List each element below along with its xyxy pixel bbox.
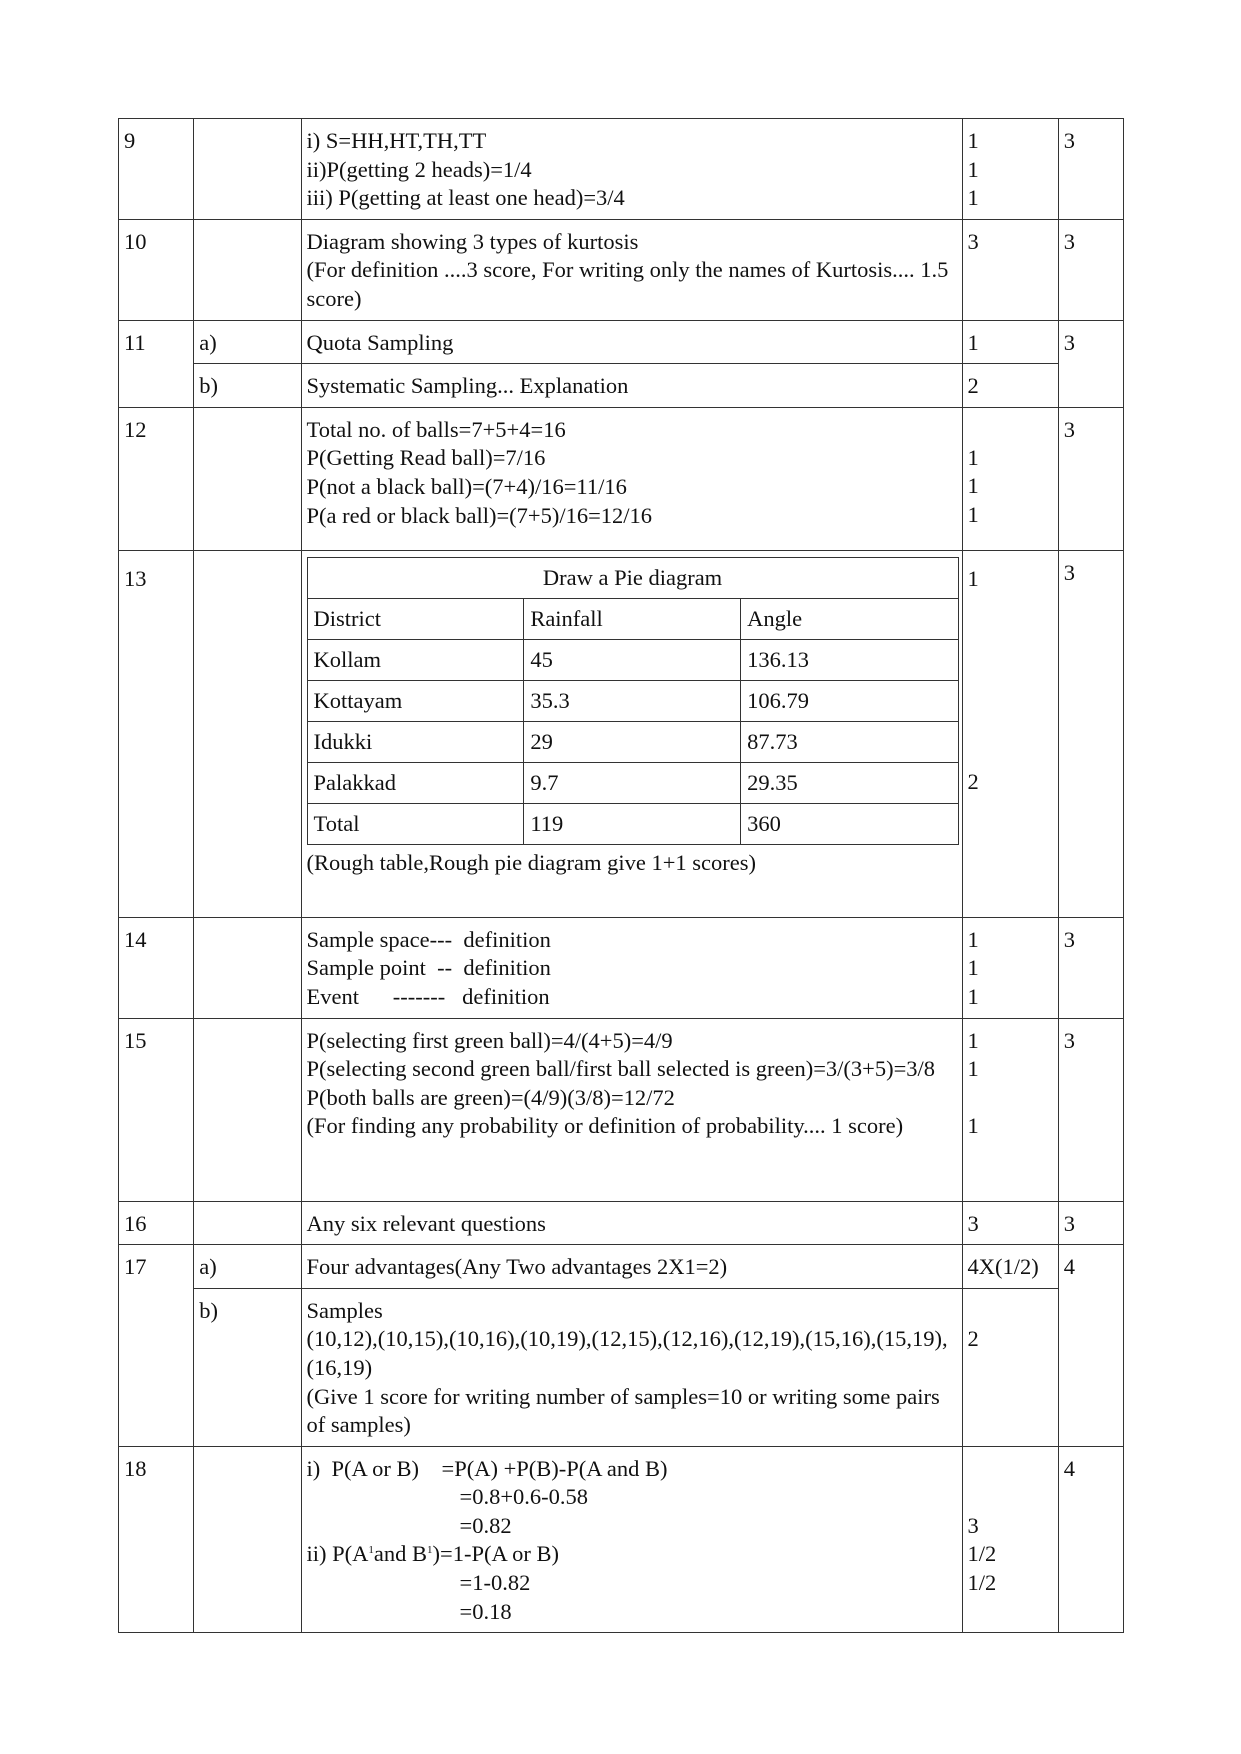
total-score: 3 xyxy=(1058,119,1123,220)
answer-cell: Diagram showing 3 types of kurtosis (For definition ....3 score, For writing only the names of Kurtosis.... 1.5 score) xyxy=(301,219,962,320)
district-cell: Kollam xyxy=(307,639,524,680)
marks-cell: 1 2 xyxy=(962,550,1058,917)
table-row xyxy=(119,320,1124,364)
answer-cell: i) P(A or B) =P(A) +P(B)-P(A and B) =0.8+0.6-0.58 =0.82 ii) $P(A^1and$ $B^1)=1-P(A$ or B) =1-0.82 =0.18 xyxy=(301,1446,962,1633)
marks-cell: 2 xyxy=(962,364,1058,408)
table-row xyxy=(119,1018,1124,1201)
sub-part xyxy=(194,1018,301,1201)
marks-cell: 1 1 1 xyxy=(962,407,1058,550)
total-score: 4 xyxy=(1058,1245,1123,1447)
rainfall-cell: 9.7 xyxy=(524,762,741,803)
table-row xyxy=(307,598,958,639)
table-row xyxy=(119,1446,1124,1633)
sub-part: b) xyxy=(194,364,301,408)
table-row xyxy=(307,721,958,762)
question-number: 10 xyxy=(119,219,194,320)
question-number: 9 xyxy=(119,119,194,220)
answer-cell: Systematic Sampling... Explanation xyxy=(301,364,962,408)
sub-part xyxy=(194,407,301,550)
angle-cell: 87.73 xyxy=(741,721,958,762)
marks-cell: 1 xyxy=(962,320,1058,364)
pie-note: (Rough table,Rough pie diagram give 1+1 scores) xyxy=(306,849,756,875)
answer-cell xyxy=(301,550,962,917)
table-row xyxy=(119,119,1124,220)
table-row xyxy=(119,550,1124,917)
sub-part xyxy=(194,1446,301,1633)
question-number: 15 xyxy=(119,1018,194,1201)
question-number: 12 xyxy=(119,407,194,550)
answer-cell: Quota Sampling xyxy=(301,320,962,364)
table-row xyxy=(307,680,958,721)
sub-part xyxy=(194,550,301,917)
answer-cell: Sample space--- definition Sample point -- definition Event ------- definition xyxy=(301,917,962,1018)
column-header: Rainfall xyxy=(524,598,741,639)
marks-cell: 2 xyxy=(962,1288,1058,1446)
angle-cell: 136.13 xyxy=(741,639,958,680)
total-score: 3 xyxy=(1058,1201,1123,1245)
total-score: 4 xyxy=(1058,1446,1123,1633)
table-row xyxy=(307,639,958,680)
column-header: District xyxy=(307,598,524,639)
marks-cell: 1 1 1 xyxy=(962,1018,1058,1201)
total-score: 3 xyxy=(1058,1018,1123,1201)
table-row xyxy=(119,917,1124,1018)
marks-cell: 3 xyxy=(962,219,1058,320)
angle-cell: 29.35 xyxy=(741,762,958,803)
district-cell: Idukki xyxy=(307,721,524,762)
total-score: 3 xyxy=(1058,407,1123,550)
column-header: Angle xyxy=(741,598,958,639)
sub-part: a) xyxy=(194,320,301,364)
sub-part xyxy=(194,1201,301,1245)
district-cell: Total xyxy=(307,803,524,844)
sub-part: a) xyxy=(194,1245,301,1289)
table-row xyxy=(307,762,958,803)
table-row xyxy=(119,219,1124,320)
answer-cell: i) S=HH,HT,TH,TT ii)P(getting 2 heads)=1/4 iii) P(getting at least one head)=3/4 xyxy=(301,119,962,220)
answer-key-table xyxy=(118,118,1124,1633)
answer-cell: Any six relevant questions xyxy=(301,1201,962,1245)
rainfall-cell: 45 xyxy=(524,639,741,680)
pie-data-table xyxy=(307,557,959,845)
answer-cell: Samples (10,12),(10,15),(10,16),(10,19),(12,15),(12,16),(12,19),(15,16),(15,19),(16,19) (Give 1 score for writing number of samples=10 or writing some pairs of samples) xyxy=(301,1288,962,1446)
marks-cell: 1 1 1 xyxy=(962,119,1058,220)
rainfall-cell: 119 xyxy=(524,803,741,844)
total-score: 3 xyxy=(1058,917,1123,1018)
district-cell: Kottayam xyxy=(307,680,524,721)
answer-cell: Total no. of balls=7+5+4=16 P(Getting Read ball)=7/16 P(not a black ball)=(7+4)/16=11/16 P(a red or black ball)=(7+5)/16=12/16 xyxy=(301,407,962,550)
question-number: 18 xyxy=(119,1446,194,1633)
question-number: 13 xyxy=(119,550,194,917)
sub-part xyxy=(194,119,301,220)
question-number: 17 xyxy=(119,1245,194,1447)
answer-cell: P(selecting first green ball)=4/(4+5)=4/9 P(selecting second green ball/first ball selected is green)=3/(3+5)=3/8 P(both balls are green)=(4/9)(3/8)=12/72 (For finding any probability or definition of probability.... 1 score) xyxy=(301,1018,962,1201)
total-score: 3 xyxy=(1058,320,1123,407)
table-row xyxy=(119,364,1124,408)
table-row xyxy=(307,557,958,598)
marks-cell: 3 xyxy=(962,1201,1058,1245)
total-score: 3 xyxy=(1058,550,1123,917)
sub-part xyxy=(194,917,301,1018)
table-row xyxy=(307,803,958,844)
table-row xyxy=(119,407,1124,550)
angle-cell: 360 xyxy=(741,803,958,844)
marks-cell: 3 1/2 1/2 xyxy=(962,1446,1058,1633)
table-row xyxy=(119,1245,1124,1289)
sub-part: b) xyxy=(194,1288,301,1446)
district-cell: Palakkad xyxy=(307,762,524,803)
angle-cell: 106.79 xyxy=(741,680,958,721)
pie-table-caption: Draw a Pie diagram xyxy=(307,557,958,598)
question-number: 16 xyxy=(119,1201,194,1245)
table-row xyxy=(119,1288,1124,1446)
question-number: 11 xyxy=(119,320,194,407)
answer-cell: Four advantages(Any Two advantages 2X1=2) xyxy=(301,1245,962,1289)
sub-part xyxy=(194,219,301,320)
total-score: 3 xyxy=(1058,219,1123,320)
marks-cell: 1 1 1 xyxy=(962,917,1058,1018)
question-number: 14 xyxy=(119,917,194,1018)
rainfall-cell: 29 xyxy=(524,721,741,762)
rainfall-cell: 35.3 xyxy=(524,680,741,721)
table-row xyxy=(119,1201,1124,1245)
marks-cell: 4X(1/2) xyxy=(962,1245,1058,1289)
